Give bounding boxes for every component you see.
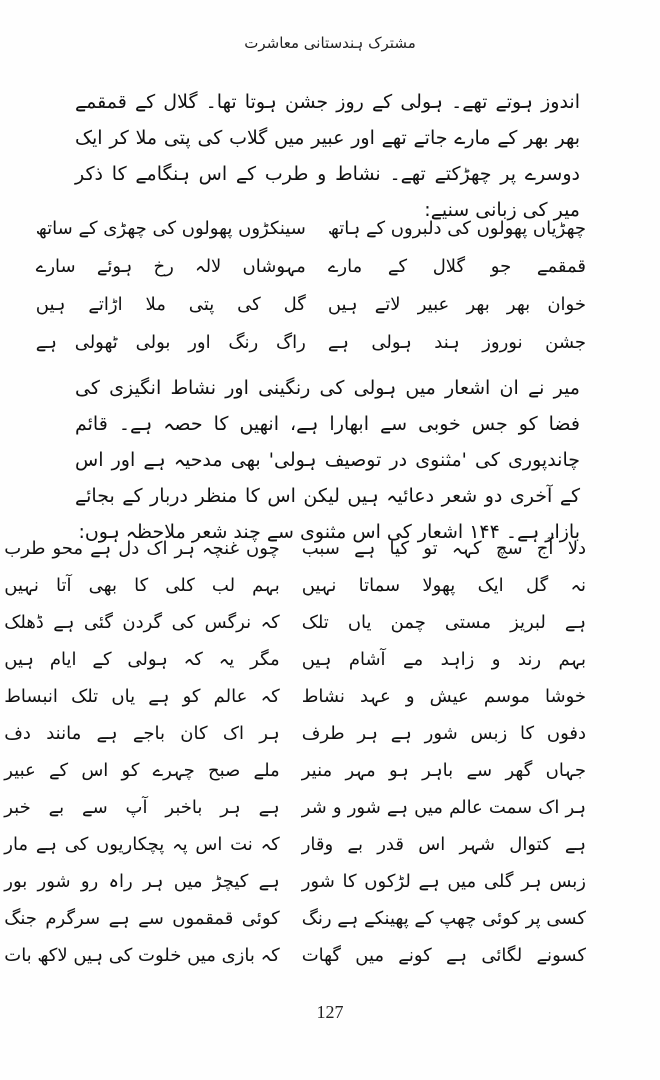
verse-block-mir bbox=[35, 210, 586, 362]
verse-line: ہے کتوال شہر اس قدر بے وقار bbox=[301, 834, 586, 855]
verse-line: کہ بازی میں خلوت کی ہیں لاکھ بات bbox=[4, 945, 280, 966]
verse-line: بہم رند و زاہد مے آشام ہیں bbox=[301, 649, 586, 670]
verse-line: کہ نت اس پہ پچکاریوں کی ہے مار bbox=[4, 834, 280, 855]
verse-line: دلا آج سچ کہہ تو کیا ہے سبب bbox=[301, 538, 586, 559]
verse-line: ہر اک کان باجے ہے مانند دف bbox=[4, 723, 280, 744]
verse-line: نہ گل ایک پھولا سماتا نہیں bbox=[301, 575, 586, 596]
verse-line: کوئی قمقموں سے ہے سرگرم جنگ bbox=[4, 908, 280, 929]
verse-block-qaim bbox=[4, 530, 586, 974]
verse-line: کسی پر کوئی چھپ کے پھینکے ہے رنگ bbox=[301, 908, 586, 929]
verse-line: چھڑیاں پھولوں کی دلبروں کے ہاتھ bbox=[327, 218, 586, 239]
running-header: مشترک ہندستانی معاشرت bbox=[244, 34, 416, 52]
verse-line: چوں غنچہ ہر اک دل ہے محو طرب bbox=[4, 538, 280, 559]
verse-line: دفوں کا زبس شور ہے ہر طرف bbox=[301, 723, 586, 744]
verse-line: مگر یہ کہ ہولی کے ایام ہیں bbox=[4, 649, 280, 670]
verse-line: خوشا موسم عیش و عہد نشاط bbox=[301, 686, 586, 707]
verse-line: کہ عالم کو ہے یاں تلک انبساط bbox=[4, 686, 280, 707]
verse-line: جہاں گھر سے باہر ہو مہر منیر bbox=[301, 760, 586, 781]
verse-line: خوان بھر بھر عبیر لاتے ہیں bbox=[327, 294, 586, 315]
page-number: 127 bbox=[316, 1002, 344, 1022]
verse-line: ملے صبح چہرے کو اس کے عبیر bbox=[4, 760, 280, 781]
verse-line: ہے کیچڑ میں ہر راہ رو شور بور bbox=[4, 871, 280, 892]
verse-line: مہوشاں لالہ رخ ہوئے سارے bbox=[35, 256, 306, 277]
verse-line: بہم لب کلی کا بھی آتا نہیں bbox=[4, 575, 280, 596]
verse-line: راگ رنگ اور بولی ٹھولی ہے bbox=[35, 332, 306, 353]
paragraph-intro: اندوز ہوتے تھے۔ ہولی کے روز جشن ہوتا تھا۔ گلال کے قمقمے بھر بھر کے مارے جاتے تھے اور عبیر میں گلاب کی پتی ملا کر ایک دوسرے پر چھڑکتے تھے۔ نشاط و طرب کے اس ہنگامے کا ذکر میر کی زبانی سنیے: bbox=[75, 91, 580, 221]
verse-line: زبس ہر گلی میں ہے لڑکوں کا شور bbox=[301, 871, 586, 892]
verse-line: کہ نرگس کی گردن گئی ہے ڈھلک bbox=[4, 612, 280, 633]
verse-line: ہر اک سمت عالم میں ہے شور و شر bbox=[301, 797, 586, 818]
verse-line: کسونے لگائی ہے کونے میں گھات bbox=[301, 945, 586, 966]
verse-line: جشن نوروز ہند ہولی ہے bbox=[327, 332, 586, 353]
verse-line: گل کی پتی ملا اڑاتے ہیں bbox=[35, 294, 306, 315]
verse-line: ہے ہر باخبر آپ سے بے خبر bbox=[4, 797, 280, 818]
verse-line: ہے لبریز مستی چمن یاں تلک bbox=[301, 612, 586, 633]
verse-line: قمقمے جو گلال کے مارے bbox=[327, 256, 586, 277]
paragraph-commentary: میر نے ان اشعار میں ہولی کی رنگینی اور نشاط انگیزی کی فضا کو جس خوبی سے ابھارا ہے، انھیں کا حصہ ہے۔ قائم چاندپوری کی 'مثنوی در توصیف ہولی' بھی مدحیہ ہے اور اس کے آخری دو شعر دعائیہ ہیں لیکن اس کا منظر دربار کے بجائے بازار ہے۔ ۱۴۴ اشعار کی اس مثنوی سے چند شعر ملاحظہ ہوں: bbox=[75, 377, 580, 543]
verse-line: سینکڑوں پھولوں کی چھڑی کے ساتھ bbox=[35, 218, 306, 239]
